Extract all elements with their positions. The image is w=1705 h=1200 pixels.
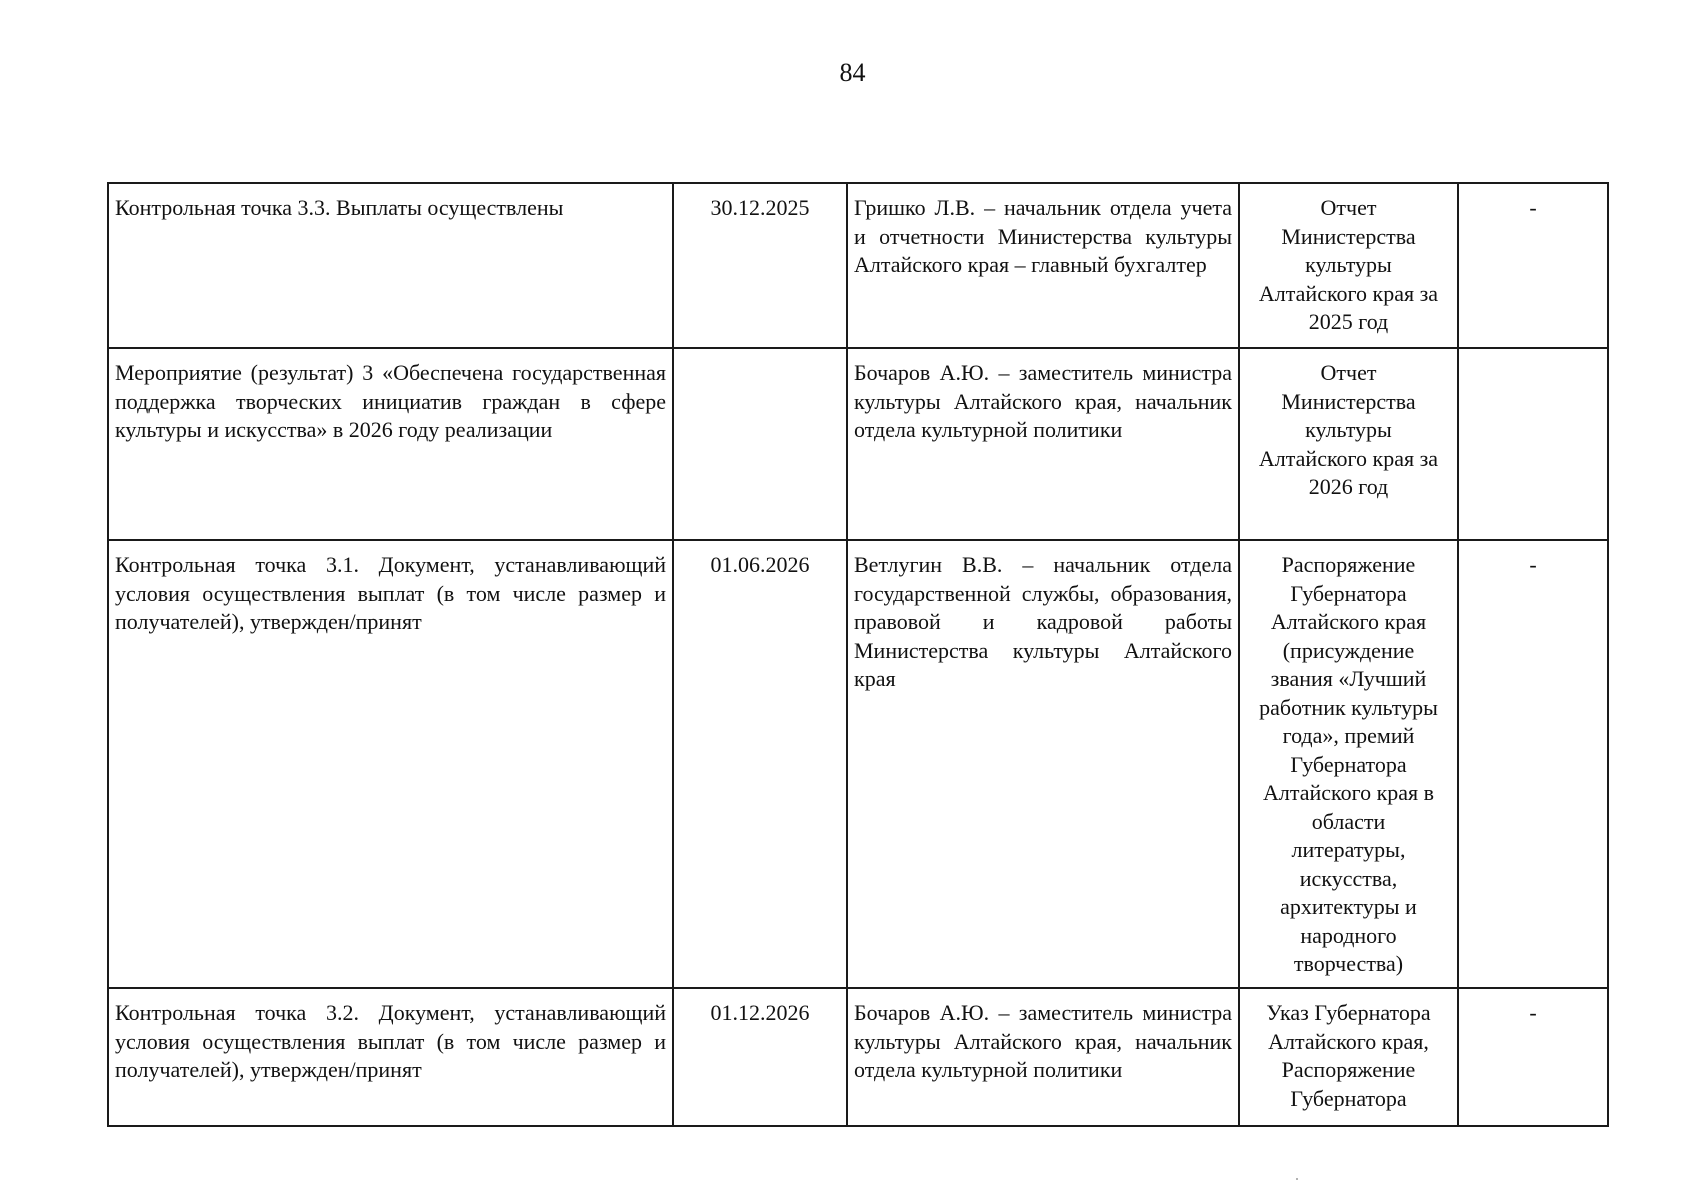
document-text: Распоряжение Губернатора Алтайского края (присуждение звания «Лучший работник культуры года», премий Губернатора Алтайского края в области литературы, искусства, архитектуры и народного творчества) — [1259, 552, 1438, 976]
note-cell — [1458, 540, 1608, 988]
responsible-text: Гришко Л.В. – начальник отдела учета и отчетности Министерства культуры Алтайского края – главный бухгалтер — [854, 195, 1232, 277]
responsible-cell — [847, 988, 1239, 1126]
page-number: 84 — [839, 58, 866, 87]
document-text: Отчет Министерства культуры Алтайского края за 2025 год — [1258, 195, 1439, 334]
date-text: 01.12.2026 — [710, 1000, 810, 1025]
table-row — [108, 348, 1608, 540]
implementation-schedule-table — [107, 182, 1609, 1127]
date-cell — [673, 988, 847, 1126]
document-cell — [1239, 348, 1458, 540]
date-text: 01.06.2026 — [710, 552, 810, 577]
note-text: - — [1529, 552, 1537, 577]
note-cell — [1458, 988, 1608, 1126]
table-row — [108, 988, 1608, 1126]
date-cell — [673, 183, 847, 348]
event-cell — [108, 988, 673, 1126]
event-text: Контрольная точка 3.1. Документ, устанавливающий условия осуществления выплат (в том числе размер и получателей), утвержден/принят — [115, 552, 666, 634]
event-cell — [108, 348, 673, 540]
date-cell — [673, 540, 847, 988]
scan-speck — [1296, 1178, 1298, 1180]
date-cell — [673, 348, 847, 540]
responsible-text: Бочаров А.Ю. – заместитель министра культуры Алтайского края, начальник отдела культурной политики — [854, 360, 1232, 442]
note-cell — [1458, 183, 1608, 348]
table-row — [108, 183, 1608, 348]
responsible-text: Бочаров А.Ю. – заместитель министра культуры Алтайского края, начальник отдела культурной политики — [854, 1000, 1232, 1082]
note-text: - — [1529, 195, 1537, 220]
document-cell — [1239, 540, 1458, 988]
note-cell — [1458, 348, 1608, 540]
note-text: - — [1529, 1000, 1537, 1025]
event-cell — [108, 183, 673, 348]
document-cell — [1239, 988, 1458, 1126]
document-text: Указ Губернатора Алтайского края, Распоряжение Губернатора — [1266, 1000, 1431, 1111]
event-cell — [108, 540, 673, 988]
date-text: 30.12.2025 — [710, 195, 810, 220]
document-text: Отчет Министерства культуры Алтайского края за 2026 год — [1258, 360, 1439, 499]
document-cell — [1239, 183, 1458, 348]
responsible-cell — [847, 348, 1239, 540]
table-row — [108, 540, 1608, 988]
responsible-cell — [847, 183, 1239, 348]
event-text: Контрольная точка 3.2. Документ, устанавливающий условия осуществления выплат (в том числе размер и получателей), утвержден/принят — [115, 1000, 666, 1082]
event-text: Мероприятие (результат) 3 «Обеспечена государственная поддержка творческих инициатив граждан в сфере культуры и искусства» в 2026 году реализации — [115, 360, 666, 442]
event-text: Контрольная точка 3.3. Выплаты осуществлены — [115, 195, 564, 220]
responsible-cell — [847, 540, 1239, 988]
responsible-text: Ветлугин В.В. – начальник отдела государственной службы, образования, правовой и кадровой работы Министерства культуры Алтайского края — [854, 552, 1232, 691]
